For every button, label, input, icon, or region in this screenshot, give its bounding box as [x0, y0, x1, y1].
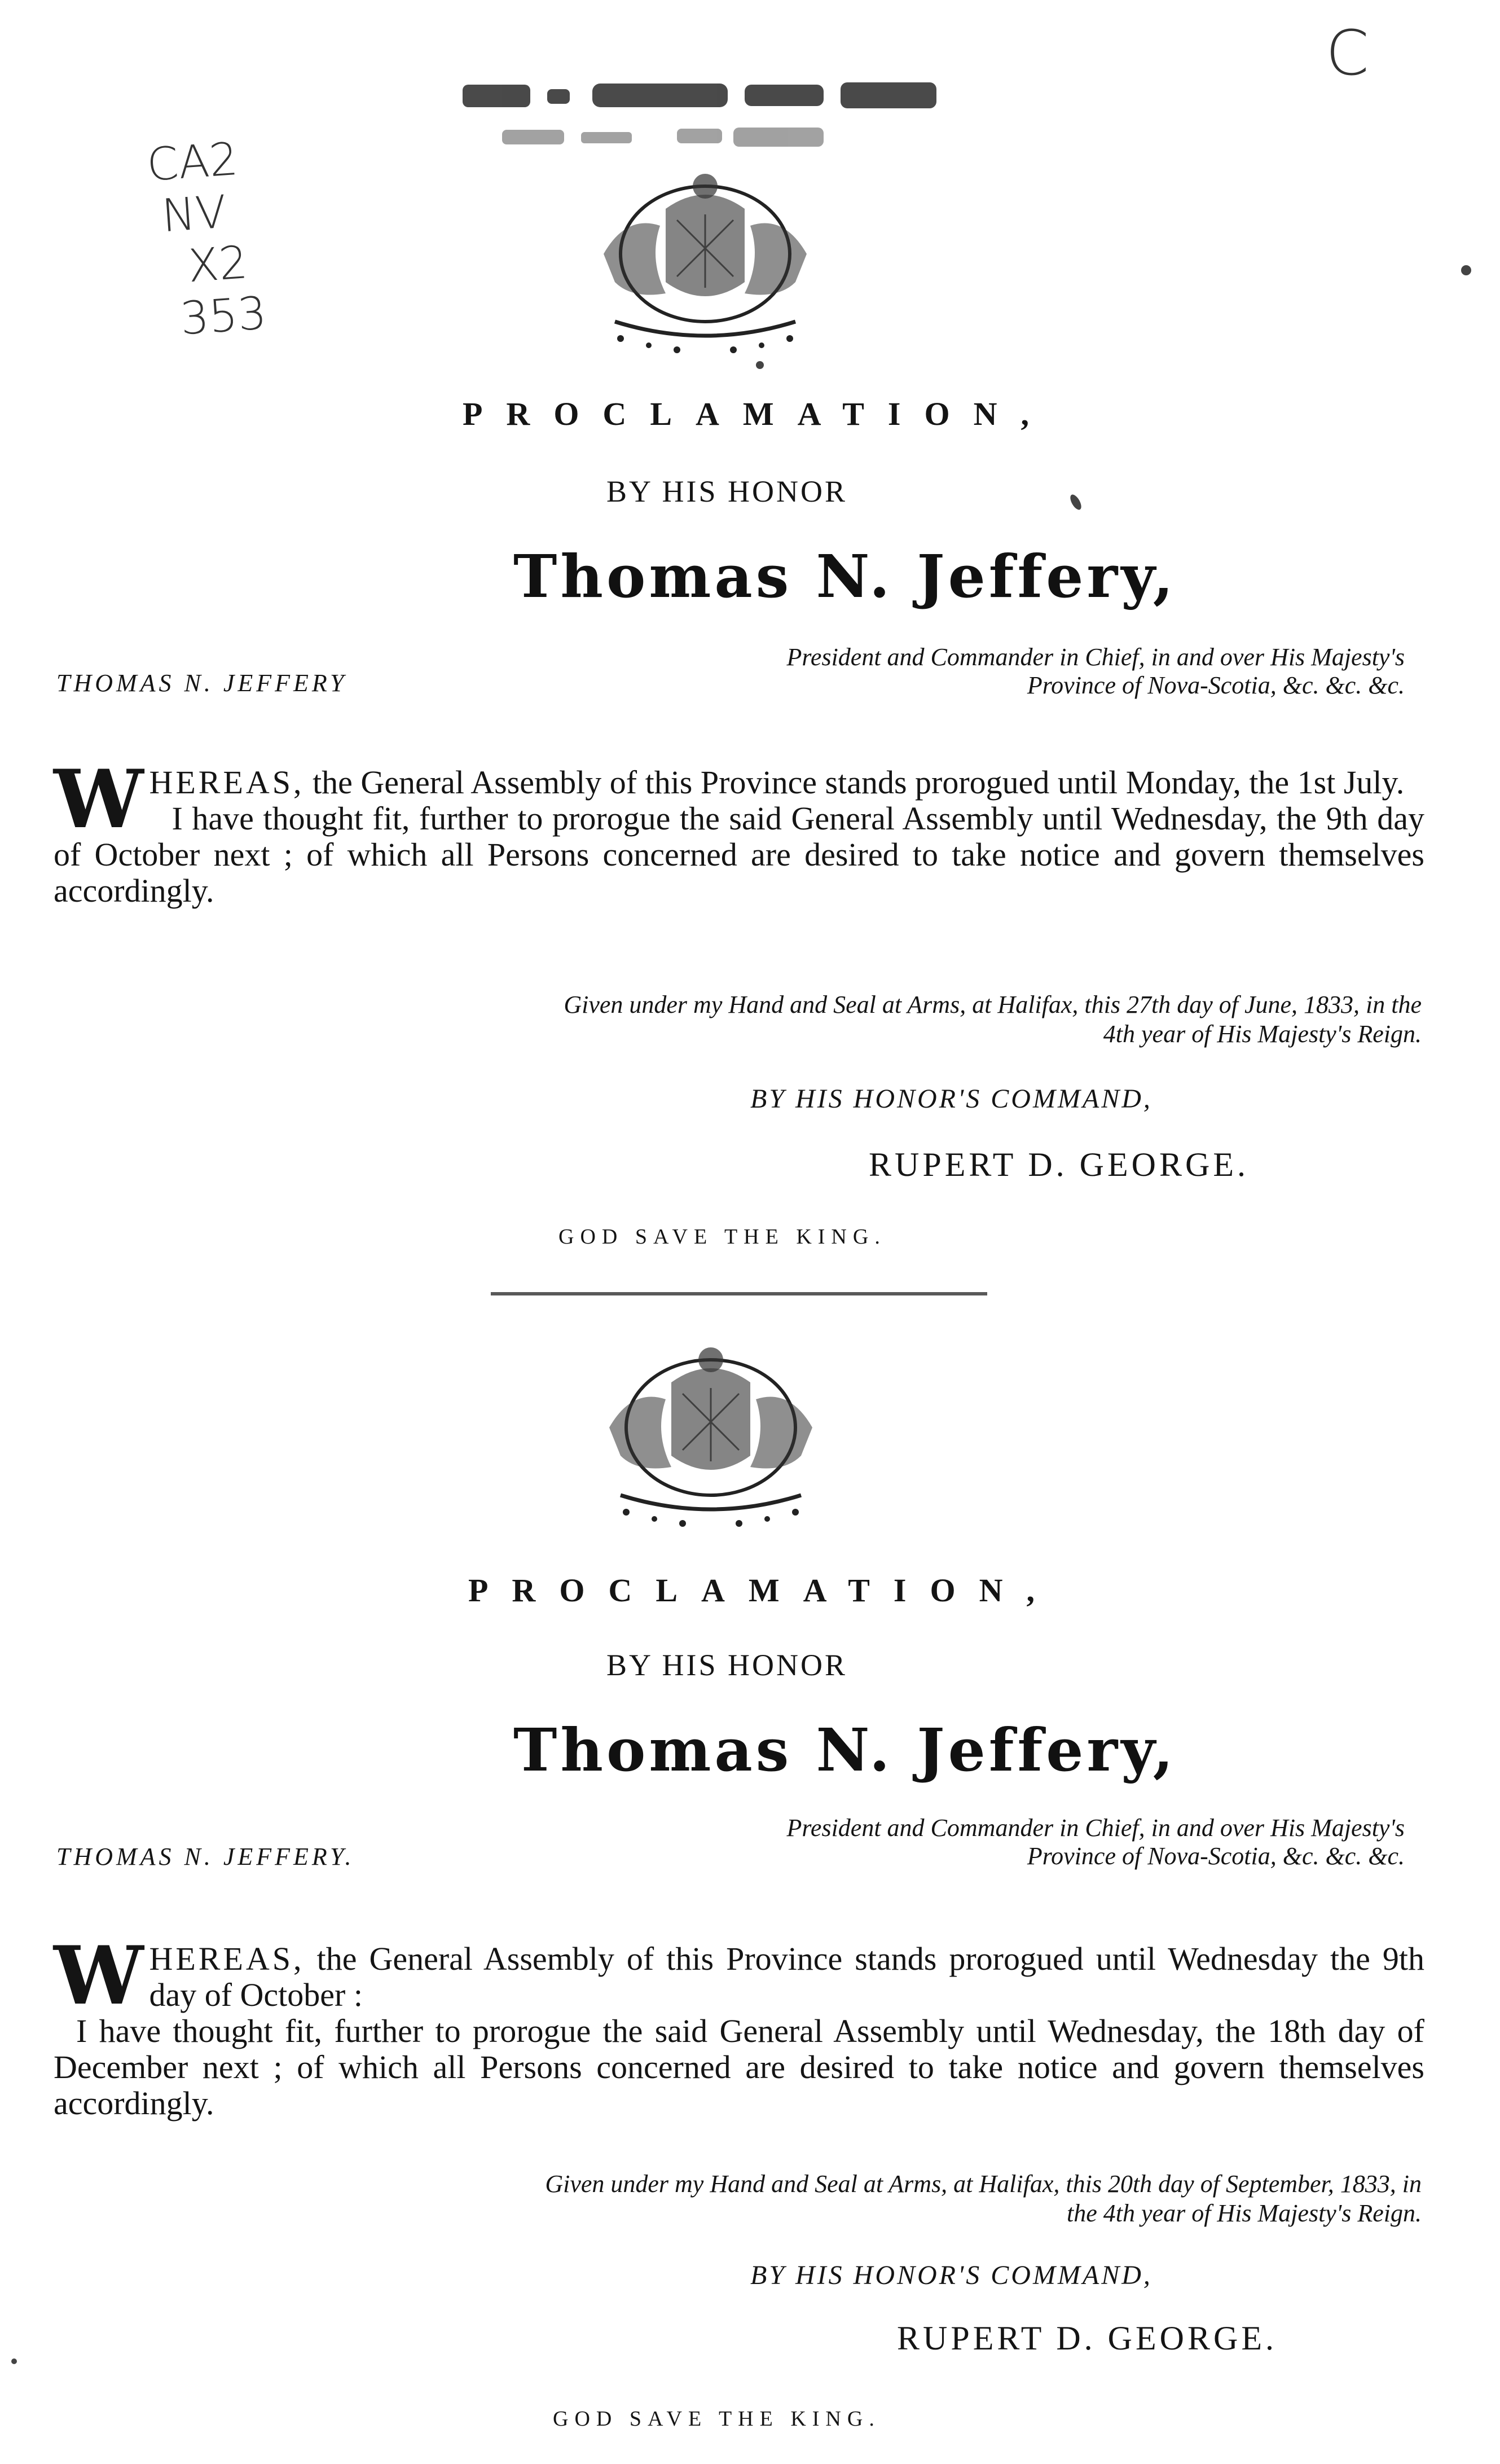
royal-crest-icon: [581, 169, 829, 361]
secretary-signature: RUPERT D. GEORGE.: [897, 2320, 1277, 2357]
proclamation-body: [54, 1929, 1425, 2122]
catalogue-line-4: 353: [178, 287, 269, 345]
proclamation-heading: PROCLAMATION,: [463, 396, 1053, 432]
faded-stamp-graphic: [451, 73, 959, 169]
scan-speck: [756, 361, 764, 369]
given-under-hand: Given under my Hand and Seal at Arms, at Halifax, this 20th day of September, 1833, in the 4th year of His Majesty's Reign.: [545, 2170, 1422, 2227]
archive-catalogue-mark: [145, 132, 268, 347]
god-save-the-king: GOD SAVE THE KING.: [558, 1225, 886, 1249]
royal-crest-icon: [587, 1343, 835, 1535]
body-paragraph-1: [54, 753, 1424, 846]
body-paragraph-1: [54, 1929, 1425, 2023]
issuer-name: Thomas N. Jeffery,: [513, 1715, 1177, 1785]
by-his-honor-line: BY HIS HONOR: [606, 1648, 848, 1682]
proclamation-body: [54, 753, 1424, 909]
drop-cap: W: [54, 1929, 144, 2023]
proclamation-heading: PROCLAMATION,: [468, 1572, 1058, 1609]
scan-speck: [11, 2358, 17, 2364]
first-word: HEREAS,: [149, 764, 305, 801]
by-command-line: BY HIS HONOR'S COMMAND,: [750, 1084, 1153, 1114]
signature-left: THOMAS N. JEFFERY: [56, 669, 347, 697]
god-save-the-king: GOD SAVE THE KING.: [553, 2407, 881, 2431]
archive-corner-letter: C: [1326, 17, 1369, 89]
drop-cap: W: [54, 753, 144, 846]
by-command-line: BY HIS HONOR'S COMMAND,: [750, 2260, 1153, 2290]
given-under-hand: Given under my Hand and Seal at Arms, at Halifax, this 27th day of June, 1833, in the 4th year of His Majesty's Reign.: [564, 991, 1422, 1048]
faded-header-stamp: [451, 73, 959, 169]
issuer-title: President and Commander in Chief, in and over His Majesty's Province of Nova-Scotia, &c. &c. &c.: [786, 1814, 1405, 1870]
paragraph-1-text: the General Assembly of this Province stands prorogued until Monday, the 1st July.: [313, 764, 1405, 801]
paragraph-1-text: the General Assembly of this Province stands prorogued until Wednesday the 9th day of October :: [149, 1940, 1425, 2013]
catalogue-line-2: NV: [160, 185, 228, 243]
body-paragraph-2: I have thought fit, further to prorogue the said General Assembly until Wednesday, the 9th day of October next ; of which all Persons concerned are desired to take notice and govern themselves accordingly.: [54, 800, 1424, 909]
section-divider: [491, 1292, 987, 1295]
issuer-name: Thomas N. Jeffery,: [513, 542, 1177, 611]
scan-speck: [1068, 493, 1083, 512]
body-paragraph-2: I have thought fit, further to prorogue the said General Assembly until Wednesday, the 18th day of December next ; of which all Persons concerned are desired to take notice and govern themselves accordingly.: [54, 2013, 1424, 2122]
signature-left: THOMAS N. JEFFERY.: [56, 1843, 355, 1870]
catalogue-line-3: X2: [186, 236, 249, 293]
secretary-signature: RUPERT D. GEORGE.: [869, 1146, 1249, 1183]
issuer-title: President and Commander in Chief, in and over His Majesty's Province of Nova-Scotia, &c. &c. &c.: [786, 643, 1405, 699]
first-word: HEREAS,: [149, 1940, 305, 1977]
catalogue-line-1: CA2: [145, 132, 240, 191]
scan-speck: [1461, 265, 1471, 275]
by-his-honor-line: BY HIS HONOR: [606, 475, 848, 508]
